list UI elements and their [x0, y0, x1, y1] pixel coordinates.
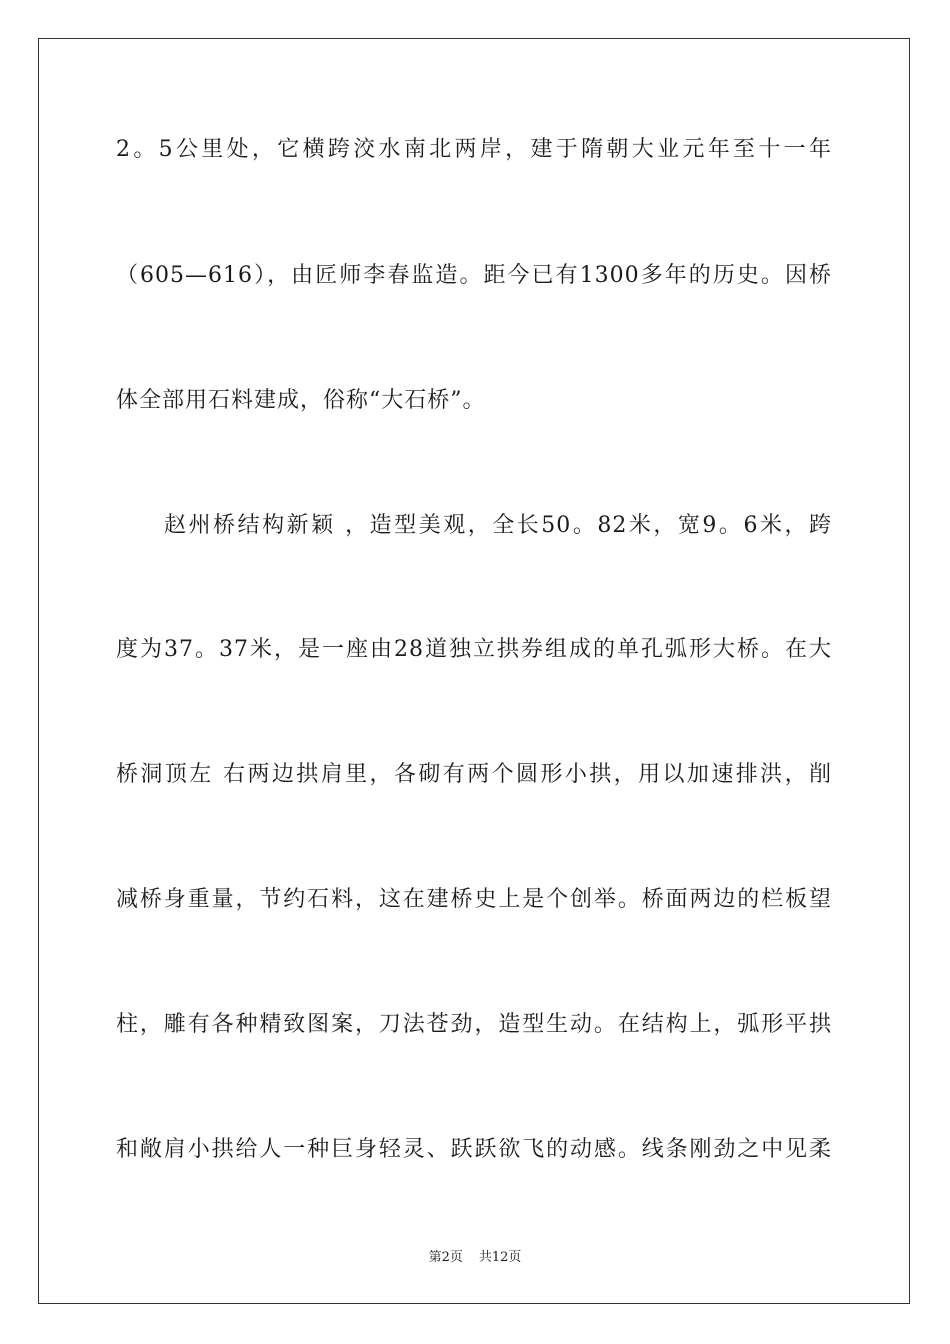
text-line: （605—616），由匠师李春监造。距今已有1300多年的历史。因桥 [116, 263, 832, 288]
total-pages: 共12页 [478, 1250, 522, 1265]
page-number: 第2页 [428, 1250, 463, 1265]
paragraph-first-line: 赵州桥结构新颖 ，造型美观，全长50。82米，宽9。6米，跨 [164, 513, 832, 538]
text-line: 度为37。37米，是一座由28道独立拱券组成的单孔弧形大桥。在大 [116, 637, 832, 662]
text-line: 桥洞顶左 右两边拱肩里，各砌有两个圆形小拱，用以加速排洪，削 [116, 762, 832, 787]
text-line: 减桥身重量，节约石料，这在建桥史上是个创举。桥面两边的栏板望 [116, 887, 832, 912]
text-line: 2。5公里处，它横跨洨水南北两岸，建于隋朝大业元年至十一年 [116, 137, 832, 162]
text-line: 体全部用石料建成，俗称“大石桥”。 [116, 388, 486, 413]
page-border [38, 38, 910, 1304]
text-line: 和敞肩小拱给人一种巨身轻灵、跃跃欲飞的动感。线条刚劲之中见柔 [116, 1137, 832, 1162]
text-line: 柱，雕有各种精致图案，刀法苍劲，造型生动。在结构上，弧形平拱 [116, 1012, 832, 1037]
page-footer [0, 1246, 950, 1265]
